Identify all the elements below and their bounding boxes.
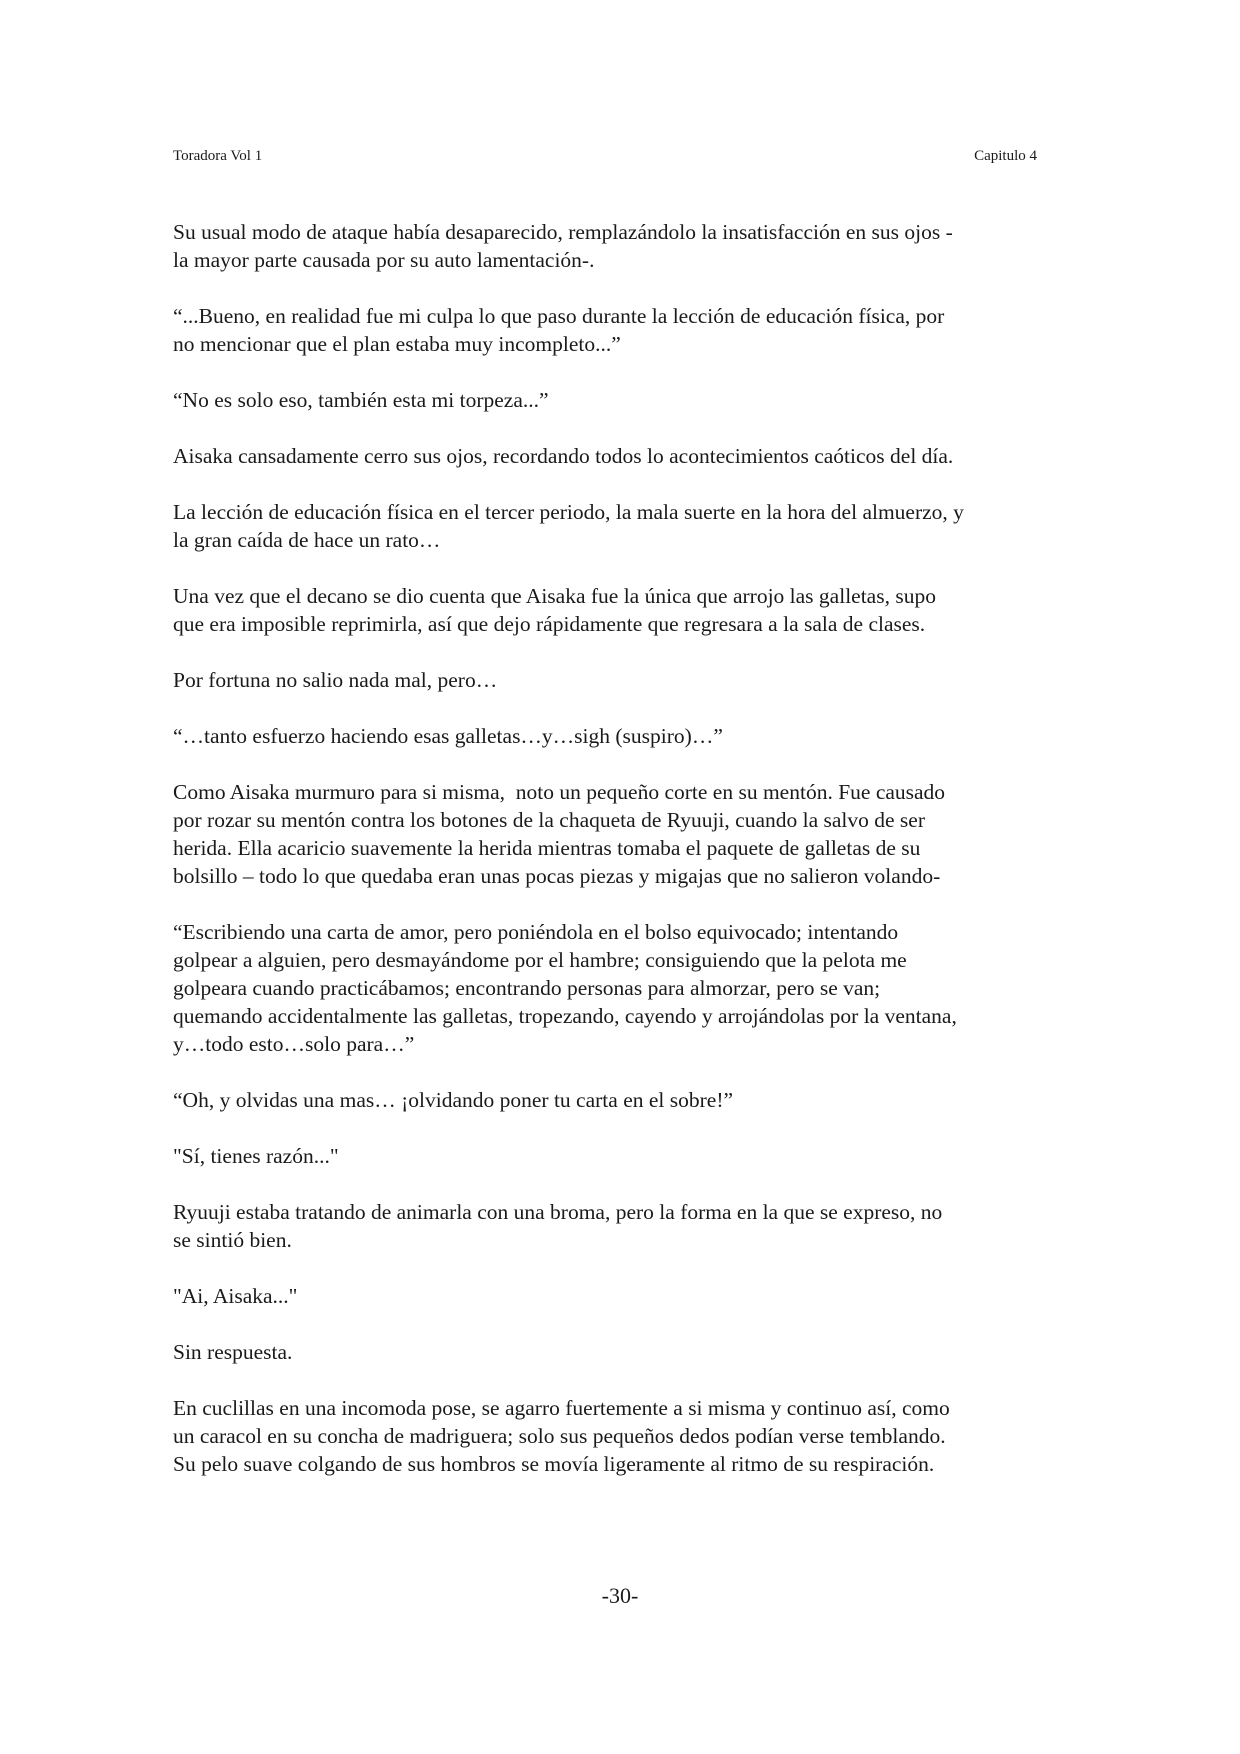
paragraph: “…tanto esfuerzo haciendo esas galletas…y…sigh (suspiro)…” (173, 724, 723, 748)
running-header (173, 145, 1037, 167)
header-book-title: Toradora Vol 1 (173, 148, 263, 164)
paragraph: “...Bueno, en realidad fue mi culpa lo que paso durante la lección de educación física, por no mencionar que el plan estaba muy incompleto...” (173, 304, 945, 356)
body-text (173, 218, 1073, 1478)
paragraph: “No es solo eso, también esta mi torpeza...” (173, 388, 549, 412)
paragraph: Ryuuji estaba tratando de animarla con una broma, pero la forma en la que se expreso, no se sintió bien. (173, 1200, 943, 1252)
paragraph: Como Aisaka murmuro para si misma, noto un pequeño corte en su mentón. Fue causado por rozar su mentón contra los botones de la chaqueta de Ryuuji, cuando la salvo de ser herida. Ella acaricio suavemente la herida mientras tomaba el paquete de galletas de su bolsillo – todo lo que quedaba eran unas pocas piezas y migajas que no salieron volando- (173, 780, 946, 888)
header-chapter: Capitulo 4 (974, 148, 1037, 164)
paragraph: Una vez que el decano se dio cuenta que Aisaka fue la única que arrojo las galletas, supo que era imposible reprimirla, así que dejo rápidamente que regresara a la sala de clases. (173, 584, 936, 636)
paragraph: "Sí, tienes razón..." (173, 1144, 339, 1168)
paragraph: Aisaka cansadamente cerro sus ojos, recordando todos lo acontecimientos caóticos del día. (173, 444, 954, 468)
paragraph: Sin respuesta. (173, 1340, 293, 1364)
page-number: -30- (601, 1583, 639, 1608)
paragraph: “Escribiendo una carta de amor, pero poniéndola en el bolso equivocado; intentando golpear a alguien, pero desmayándome por el hambre; consiguiendo que la pelota me golpeara cuando practicábamos; encontrando personas para almorzar, pero se van; quemando accidentalmente las galletas, tropezando, cayendo y arrojándolas por la ventana, y…todo esto…solo para…” (173, 920, 957, 1056)
paragraph: "Ai, Aisaka..." (173, 1284, 298, 1308)
paragraph: La lección de educación física en el tercer periodo, la mala suerte en la hora del almuerzo, y la gran caída de hace un rato… (173, 500, 964, 552)
paragraph: “Oh, y olvidas una mas… ¡olvidando poner tu carta en el sobre!” (173, 1088, 734, 1112)
paragraph: En cuclillas en una incomoda pose, se agarro fuertemente a si misma y continuo así, como un caracol en su concha de madriguera; solo sus pequeños dedos podían verse temblando. Su pelo suave colgando de sus hombros se movía ligeramente al ritmo de su respiración. (173, 1396, 950, 1476)
paragraph: Por fortuna no salio nada mal, pero… (173, 668, 498, 692)
paragraph: Su usual modo de ataque había desaparecido, remplazándolo la insatisfacción en sus ojos - la mayor parte causada por su auto lamentación-. (173, 220, 953, 272)
